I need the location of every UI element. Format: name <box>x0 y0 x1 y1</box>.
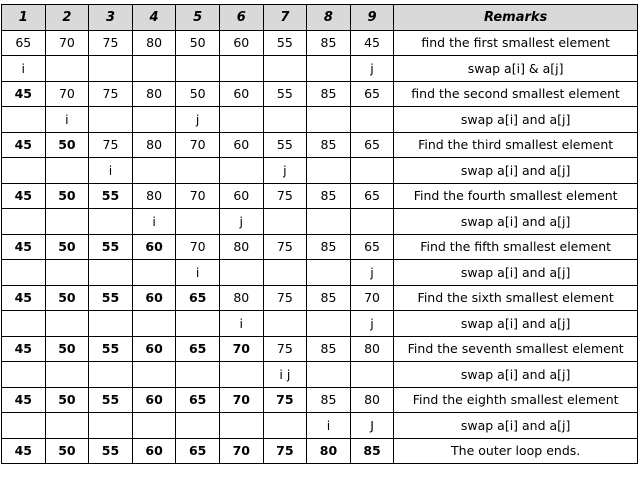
table-cell: J <box>350 413 394 439</box>
table-cell: i <box>89 158 133 184</box>
table-row <box>2 311 638 337</box>
table-cell: 50 <box>45 438 89 464</box>
table-cell <box>89 311 133 337</box>
table-cell <box>176 158 220 184</box>
table-cell: 45 <box>2 81 46 107</box>
table-cell: 45 <box>350 30 394 56</box>
table-cell: 85 <box>307 336 351 362</box>
remark-cell: Find the fourth smallest element <box>394 183 638 209</box>
table-cell <box>307 107 351 133</box>
table-cell <box>263 311 307 337</box>
table-header <box>2 5 638 31</box>
table-row <box>2 107 638 133</box>
table-cell: 60 <box>132 285 176 311</box>
remark-cell: swap a[i] and a[j] <box>394 209 638 235</box>
table-cell: 50 <box>45 183 89 209</box>
table-cell <box>219 260 263 286</box>
table-row <box>2 209 638 235</box>
remark-cell: swap a[i] & a[j] <box>394 56 638 82</box>
table-cell: 85 <box>307 30 351 56</box>
table-row <box>2 362 638 388</box>
table-cell <box>307 209 351 235</box>
table-cell: 65 <box>176 285 220 311</box>
header-index-5: 5 <box>176 5 220 31</box>
table-cell: 85 <box>307 132 351 158</box>
table-row <box>2 438 638 464</box>
table-cell <box>2 413 46 439</box>
table-cell <box>45 413 89 439</box>
table-cell <box>132 311 176 337</box>
table-cell <box>2 209 46 235</box>
table-cell: 85 <box>307 183 351 209</box>
table-cell <box>89 260 133 286</box>
table-cell: 75 <box>263 183 307 209</box>
table-cell: 60 <box>132 387 176 413</box>
table-cell <box>132 362 176 388</box>
table-row <box>2 285 638 311</box>
table-cell <box>132 158 176 184</box>
table-cell: 70 <box>176 132 220 158</box>
table-row <box>2 387 638 413</box>
table-cell: 50 <box>45 234 89 260</box>
table-cell <box>2 362 46 388</box>
table-cell <box>132 107 176 133</box>
table-cell: 55 <box>89 285 133 311</box>
table-row <box>2 260 638 286</box>
table-cell <box>219 413 263 439</box>
table-cell <box>263 107 307 133</box>
table-cell <box>176 56 220 82</box>
table-cell <box>45 260 89 286</box>
table-cell: 70 <box>45 30 89 56</box>
table-row <box>2 336 638 362</box>
remark-cell: Find the eighth smallest element <box>394 387 638 413</box>
remark-cell: swap a[i] and a[j] <box>394 413 638 439</box>
table-cell <box>176 311 220 337</box>
table-cell: 45 <box>2 285 46 311</box>
table-cell <box>176 362 220 388</box>
table-row <box>2 158 638 184</box>
table-cell: j <box>219 209 263 235</box>
table-cell: 50 <box>45 336 89 362</box>
table-cell: 45 <box>2 438 46 464</box>
table-cell <box>219 107 263 133</box>
table-cell <box>2 158 46 184</box>
header-index-9: 9 <box>350 5 394 31</box>
table-cell <box>263 56 307 82</box>
table-cell: 80 <box>350 387 394 413</box>
header-index-8: 8 <box>307 5 351 31</box>
table-cell <box>2 107 46 133</box>
table-cell: 65 <box>176 438 220 464</box>
table-cell <box>2 311 46 337</box>
table-cell: 70 <box>219 438 263 464</box>
table-cell <box>45 209 89 235</box>
table-cell <box>176 209 220 235</box>
table-cell: 60 <box>219 183 263 209</box>
table-row <box>2 234 638 260</box>
table-cell: 55 <box>263 132 307 158</box>
header-row <box>2 5 638 31</box>
header-index-1: 1 <box>2 5 46 31</box>
header-remarks: Remarks <box>394 5 638 31</box>
table-cell <box>350 362 394 388</box>
remark-cell: swap a[i] and a[j] <box>394 311 638 337</box>
remark-cell: swap a[i] and a[j] <box>394 158 638 184</box>
header-index-7: 7 <box>263 5 307 31</box>
table-cell: i <box>45 107 89 133</box>
table-cell: 85 <box>307 81 351 107</box>
table-cell: 80 <box>132 81 176 107</box>
table-cell: 80 <box>219 285 263 311</box>
table-cell: 65 <box>176 387 220 413</box>
remark-cell: find the first smallest element <box>394 30 638 56</box>
table-cell: 60 <box>132 336 176 362</box>
remark-cell: swap a[i] and a[j] <box>394 260 638 286</box>
table-cell <box>45 311 89 337</box>
table-cell: i j <box>263 362 307 388</box>
table-cell: 75 <box>263 438 307 464</box>
table-cell <box>219 362 263 388</box>
table-cell <box>307 56 351 82</box>
table-cell: j <box>263 158 307 184</box>
table-cell <box>307 158 351 184</box>
table-cell <box>45 56 89 82</box>
table-cell: 75 <box>89 30 133 56</box>
table-row <box>2 30 638 56</box>
table-cell: 85 <box>350 438 394 464</box>
table-cell: 50 <box>176 30 220 56</box>
table-cell <box>132 260 176 286</box>
table-cell: 75 <box>263 387 307 413</box>
table-cell: 55 <box>89 387 133 413</box>
table-cell <box>45 158 89 184</box>
table-cell: 45 <box>2 183 46 209</box>
table-cell: i <box>2 56 46 82</box>
table-cell <box>89 56 133 82</box>
table-cell: 60 <box>219 30 263 56</box>
table-cell: 60 <box>132 438 176 464</box>
table-cell: 60 <box>219 81 263 107</box>
table-cell: j <box>176 107 220 133</box>
table-cell <box>219 158 263 184</box>
table-cell: 60 <box>132 234 176 260</box>
header-index-4: 4 <box>132 5 176 31</box>
table-cell: 50 <box>176 81 220 107</box>
table-cell: 50 <box>45 285 89 311</box>
table-cell: 55 <box>263 81 307 107</box>
table-cell <box>2 260 46 286</box>
table-cell <box>132 413 176 439</box>
table-cell: 50 <box>45 387 89 413</box>
table-cell: 85 <box>307 285 351 311</box>
table-cell <box>263 413 307 439</box>
table-cell: j <box>350 260 394 286</box>
table-cell <box>89 209 133 235</box>
table-cell <box>263 260 307 286</box>
table-cell: i <box>219 311 263 337</box>
remark-cell: Find the seventh smallest element <box>394 336 638 362</box>
table-cell: 70 <box>45 81 89 107</box>
table-cell: 75 <box>89 132 133 158</box>
table-cell <box>263 209 307 235</box>
table-row <box>2 132 638 158</box>
table-cell <box>176 413 220 439</box>
table-cell <box>350 107 394 133</box>
remark-cell: find the second smallest element <box>394 81 638 107</box>
table-cell <box>307 260 351 286</box>
remark-cell: Find the sixth smallest element <box>394 285 638 311</box>
table-cell: 80 <box>307 438 351 464</box>
table-cell: 55 <box>89 183 133 209</box>
remark-cell: swap a[i] and a[j] <box>394 362 638 388</box>
table-body <box>2 30 638 464</box>
table-cell <box>89 107 133 133</box>
table-cell: 65 <box>2 30 46 56</box>
table-cell: 85 <box>307 387 351 413</box>
header-index-3: 3 <box>89 5 133 31</box>
table-cell: 70 <box>350 285 394 311</box>
table-cell <box>350 158 394 184</box>
table-cell: 60 <box>219 132 263 158</box>
table-cell: 75 <box>89 81 133 107</box>
table-cell: 50 <box>45 132 89 158</box>
table-cell: j <box>350 56 394 82</box>
header-index-6: 6 <box>219 5 263 31</box>
remark-cell: swap a[i] and a[j] <box>394 107 638 133</box>
table-cell: i <box>132 209 176 235</box>
table-cell <box>45 362 89 388</box>
table-row <box>2 56 638 82</box>
table-cell: 80 <box>132 132 176 158</box>
table-cell: 75 <box>263 336 307 362</box>
table-row <box>2 183 638 209</box>
remark-cell: Find the third smallest element <box>394 132 638 158</box>
table-cell: 55 <box>89 234 133 260</box>
table-cell <box>89 362 133 388</box>
table-row <box>2 413 638 439</box>
table-cell <box>350 209 394 235</box>
table-cell <box>307 311 351 337</box>
table-cell: 65 <box>350 234 394 260</box>
table-row <box>2 81 638 107</box>
table-cell: 55 <box>263 30 307 56</box>
table-cell: 80 <box>219 234 263 260</box>
table-cell: 65 <box>350 132 394 158</box>
table-cell <box>132 56 176 82</box>
table-cell: 80 <box>132 30 176 56</box>
table-cell: 85 <box>307 234 351 260</box>
table-cell: 70 <box>176 234 220 260</box>
table-cell: i <box>176 260 220 286</box>
table-cell: i <box>307 413 351 439</box>
table-cell: 65 <box>350 183 394 209</box>
table-cell: 45 <box>2 336 46 362</box>
table-cell <box>307 362 351 388</box>
table-cell: 65 <box>350 81 394 107</box>
table-cell: 55 <box>89 438 133 464</box>
remark-cell: The outer loop ends. <box>394 438 638 464</box>
table-cell <box>219 56 263 82</box>
table-cell: 80 <box>132 183 176 209</box>
table-cell: 45 <box>2 234 46 260</box>
table-cell: 75 <box>263 234 307 260</box>
table-cell: 65 <box>176 336 220 362</box>
table-cell: j <box>350 311 394 337</box>
table-cell: 75 <box>263 285 307 311</box>
header-index-2: 2 <box>45 5 89 31</box>
selection-sort-trace-table <box>1 4 638 464</box>
table-cell: 80 <box>350 336 394 362</box>
table-cell: 55 <box>89 336 133 362</box>
table-cell: 70 <box>219 336 263 362</box>
table-cell: 70 <box>176 183 220 209</box>
table-cell: 70 <box>219 387 263 413</box>
table-cell: 45 <box>2 387 46 413</box>
remark-cell: Find the fifth smallest element <box>394 234 638 260</box>
table-cell <box>89 413 133 439</box>
table-cell: 45 <box>2 132 46 158</box>
